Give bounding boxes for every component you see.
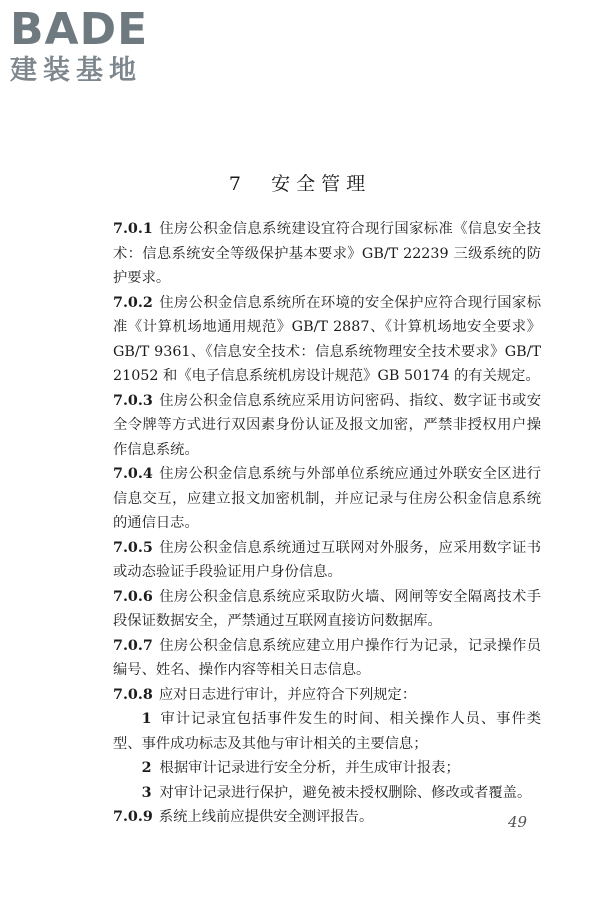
- clause-number: 7.0.4: [113, 466, 153, 482]
- clause-number: 7.0.5: [113, 539, 153, 556]
- clause-text: 住房公积金信息系统应采取防火墙、网闸等安全隔离技术手段保证数据安全，严禁通过互联网直接访问数据库。: [113, 588, 541, 629]
- clause-text: 住房公积金信息系统所在环境的安全保护应符合现行国家标准《计算机场地通用规范》GB/T 2887、《计算机场地安全要求》GB/T 9361、《信息安全技术：信息系统物理安全技术要求》GB/T 21052 和《电子信息系统机房设计规范》GB 50174 的有关规定。: [113, 294, 541, 384]
- clause-number: 7.0.7: [113, 637, 153, 654]
- clause-7-0-3: [113, 389, 541, 463]
- item-number: 3: [141, 784, 152, 801]
- item-text: 对审计记录进行保护，避免被未授权删除、修改或者覆盖。: [159, 784, 532, 801]
- clause-text: 住房公积金信息系统通过互联网对外服务，应采用数字证书或动态验证手段验证用户身份信息。: [113, 539, 541, 580]
- clause-7-0-5: [113, 536, 541, 585]
- clause-7-0-7: [113, 634, 541, 683]
- item-text: 审计记录宜包括事件发生的时间、相关操作人员、事件类型、事件成功标志及其他与审计相关的主要信息；: [113, 711, 541, 752]
- item-text: 根据审计记录进行安全分析，并生成审计报表；: [159, 760, 460, 776]
- clause-text: 住房公积金信息系统应采用访问密码、指纹、数字证书或安全令牌等方式进行双因素身份认证及报文加密，严禁非授权用户操作信息系统。: [113, 392, 541, 458]
- list-item: [113, 781, 541, 806]
- item-number: 2: [141, 760, 152, 776]
- chapter-content: [113, 217, 541, 830]
- clause-7-0-9: [113, 805, 541, 830]
- clause-number: 7.0.8: [113, 686, 153, 703]
- chapter-title-text: 安全管理: [271, 172, 372, 195]
- list-item: [113, 707, 541, 756]
- clause-7-0-8: [113, 683, 541, 708]
- clause-text: 应对日志进行审计，并应符合下列规定：: [158, 686, 417, 703]
- page-number: 49: [508, 813, 528, 831]
- clause-text: 住房公积金信息系统应建立用户操作行为记录，记录操作员编号、姓名、操作内容等相关日志信息。: [113, 637, 541, 678]
- logo-subtitle: 建装基地: [10, 55, 142, 86]
- logo-mark: BADE: [10, 4, 149, 55]
- clause-7-0-1: [113, 217, 541, 291]
- clause-7-0-6: [113, 585, 541, 634]
- clause-text: 住房公积金信息系统与外部单位系统应通过外联安全区进行信息交互，应建立报文加密机制，并应记录与住房公积金信息系统的通信日志。: [113, 466, 541, 531]
- list-item: [113, 756, 541, 781]
- clause-text: 住房公积金信息系统建设宜符合现行国家标准《信息安全技术：信息系统安全等级保护基本要求》GB/T 22239 三级系统的防护要求。: [113, 221, 541, 286]
- item-number: 1: [141, 711, 152, 727]
- clause-number: 7.0.3: [113, 392, 153, 409]
- clause-7-0-2: [113, 291, 541, 389]
- clause-number: 7.0.2: [113, 294, 153, 311]
- chapter-number: 7: [228, 172, 247, 195]
- clause-7-0-4: [113, 462, 541, 536]
- logo: [10, 6, 148, 86]
- chapter-title: [0, 169, 600, 196]
- clause-text: 系统上线前应提供安全测评报告。: [158, 809, 374, 825]
- clause-number: 7.0.1: [113, 221, 153, 237]
- clause-number: 7.0.9: [113, 809, 153, 825]
- clause-number: 7.0.6: [113, 588, 153, 605]
